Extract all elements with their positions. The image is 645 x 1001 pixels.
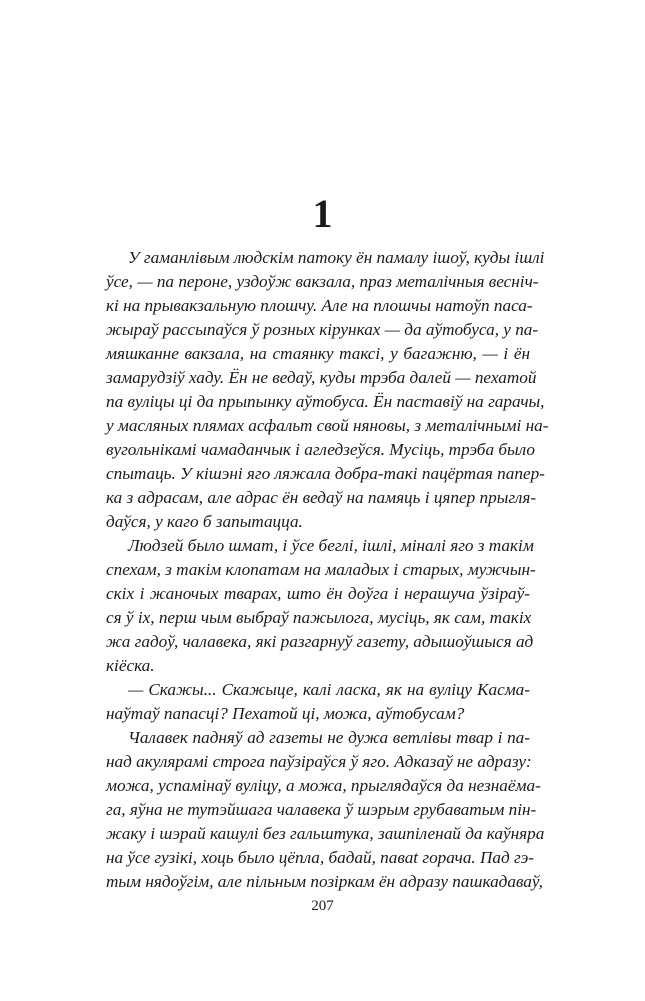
paragraph-1 <box>84 246 549 534</box>
text-line: кі на прывакзальную плошчу. Але на плошчы натоўп паса- <box>106 296 533 315</box>
text-line: Чалавек падняў ад газеты не дужа ветлівы твар і па- <box>128 728 530 747</box>
text-line: спехам, з такім клопатам на маладых і старых, мужчын- <box>106 560 536 579</box>
text-line: ўсе, — па пероне, уздоўж вакзала, праз металічныя весніч- <box>106 272 539 291</box>
text-line: вугольнікамі чамаданчык і агледзеўся. Мусіць, трэба было <box>106 440 535 459</box>
text-line: — Скажы... Скажыце, калі ласка, як на вуліцу Касма- <box>128 680 530 699</box>
text-line: ся ў іх, перш чым выбраў пажылога, мусіць, як сам, такіх <box>106 608 532 627</box>
text-line: спытаць. У кішэні яго ляжала добра-такі пацёртая папер- <box>106 464 545 483</box>
text-line: га, яўна не тутэйшага чалавека ў шэрым грубаватым пін- <box>106 800 537 819</box>
text-line: жа гадоў, чалавека, які разгарнуў газету, адышоўшыся ад <box>106 632 534 651</box>
text-line: ка з адрасам, але адрас ён ведаў на памяць і цяпер прыгля- <box>106 488 537 507</box>
text-line: скіх і жаночых тварах, што ён доўга і нерашуча ўзіраў- <box>106 584 530 603</box>
text-line: кіёска. <box>106 656 155 675</box>
body-text <box>84 246 549 894</box>
paragraph-4 <box>84 726 545 894</box>
text-line: У гаманлівым людскім патоку ён памалу ішоў, куды ішлі <box>128 248 545 267</box>
chapter-number: 1 <box>312 191 333 236</box>
text-line: Людзей было шмат, і ўсе беглі, ішлі, міналі яго з такім <box>128 536 534 555</box>
paragraph-3 <box>84 678 530 726</box>
text-line: жаку і шэрай кашулі без гальштука, зашпіленай да каўняра <box>106 824 545 843</box>
text-line: наўтаў папасці? Пехатой ці, можа, аўтобусам? <box>106 704 465 723</box>
text-line: даўся, у каго б запытацца. <box>106 512 303 531</box>
text-line: тым нядоўгім, але пільным позіркам ён адразу пашкадаваў, <box>106 872 543 891</box>
text-line: жыраў рассыпаўся ў розных кірунках — да аўтобуса, у па- <box>106 320 539 339</box>
text-line: па вуліцы ці да прыпынку аўтобуса. Ён паставіў на гарачы, <box>106 392 545 411</box>
page-number: 207 <box>311 898 334 914</box>
text-line: у масляных плямах асфальт свой няновы, з металічнымі на- <box>106 416 549 435</box>
text-line: над акулярамі строга паўзіраўся ў яго. Адказаў не адразу: <box>106 752 532 771</box>
text-line: мяшканне вакзала, на стаянку таксі, у багажню, — і ён <box>106 344 530 363</box>
text-line: можа, успамінаў вуліцу, а можа, прыглядаўся да незнаёма- <box>106 776 541 795</box>
text-line: замарудзіў хаду. Ён не ведаў, куды трэба далей — пехатой <box>106 368 537 387</box>
text-line: на ўсе гузікі, хоць было цёпла, бадай, паваt горача. Пад гэ- <box>106 848 535 867</box>
paragraph-2 <box>84 534 536 678</box>
